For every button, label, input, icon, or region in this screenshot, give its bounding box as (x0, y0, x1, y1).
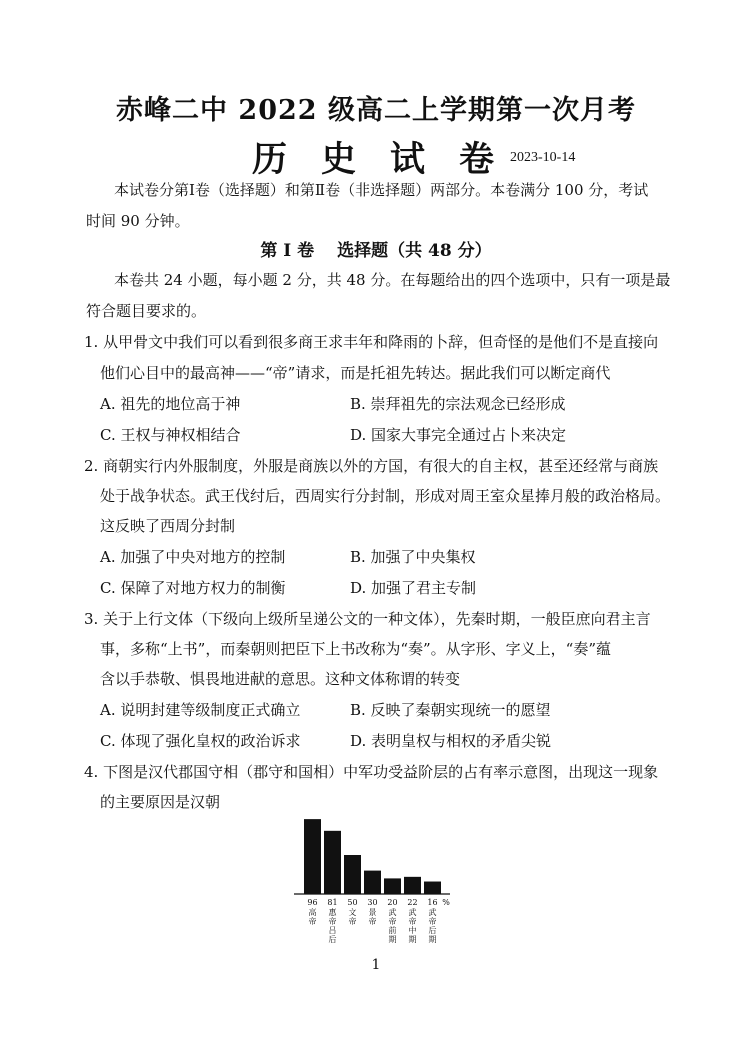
chart-bar (384, 878, 401, 894)
question-1-option-a: A. 祖先的地位高于神 (100, 395, 241, 413)
school-title: 赤峰二中 2022 级高二上学期第一次月考 (116, 95, 636, 126)
chart-category-label: 后 (428, 926, 437, 935)
intro-line-2: 时间 90 分钟。 (86, 212, 190, 230)
chart-category-label: 武 (408, 908, 417, 917)
chart-category-label: 帝 (308, 917, 317, 926)
chart-category-label: 景 (368, 908, 377, 917)
question-4-line-1: 4. 下图是汉代郡国守相（郡守和国相）中军功受益阶层的占有率示意图，出现这一现象 (84, 763, 659, 781)
question-2-line-1: 2. 商朝实行内外服制度，外服是商族以外的方国，有很大的自主权，甚至还经常与商族 (84, 457, 659, 475)
chart-category-label: 期 (408, 935, 417, 944)
chart-category-label: 帝 (328, 917, 337, 926)
chart-category-label: 惠 (328, 908, 337, 917)
question-2-option-c: C. 保障了对地方权力的制衡 (100, 579, 286, 597)
chart-bar (324, 831, 341, 894)
question-1-option-d: D. 国家大事完全通过占卜来决定 (350, 426, 567, 444)
chart-category-label: 后 (328, 935, 337, 944)
question-1-line-2: 他们心目中的最高神——“帝”请求，而是托祖先转达。据此我们可以断定商代 (100, 364, 611, 382)
subject-title: 历史试卷 (252, 139, 529, 180)
chart-value-label: 50 (347, 898, 358, 907)
question-2-option-d: D. 加强了君主专制 (350, 579, 477, 597)
chart-unit-label: % (442, 898, 450, 907)
chart-category-label: 帝 (428, 917, 437, 926)
chart-bar (404, 877, 421, 894)
chart-bar (424, 882, 441, 894)
chart-value-label: 96 (307, 898, 318, 907)
chart-category-label: 帝 (368, 917, 377, 926)
chart-value-label: 22 (407, 898, 418, 907)
section-instruction-2: 符合题目要求的。 (86, 302, 207, 320)
chart-category-label: 中 (408, 926, 417, 935)
chart-value-label: 20 (387, 898, 398, 907)
question-1-option-c: C. 王权与神权相结合 (100, 426, 241, 444)
question-3-option-c: C. 体现了强化皇权的政治诉求 (100, 732, 301, 750)
section-instruction-1: 本卷共 24 小题，每小题 2 分，共 48 分。在每题给出的四个选项中，只有一项是最 (114, 271, 671, 289)
chart-category-label: 前 (388, 926, 397, 935)
chart-bar (364, 871, 381, 894)
chart-category-label: 期 (428, 935, 437, 944)
section-title: 第 Ⅰ 卷 选择题（共 48 分） (260, 241, 492, 261)
chart-category-label: 期 (388, 935, 397, 944)
chart-category-label: 帝 (348, 917, 357, 926)
question-2-line-3: 这反映了西周分封制 (100, 517, 236, 535)
chart-category-label: 文 (348, 908, 357, 917)
chart-value-label: 30 (367, 898, 378, 907)
question-4-line-2: 的主要原因是汉朝 (100, 793, 221, 811)
military-merit-share-bar-chart (290, 808, 460, 968)
chart-category-label: 吕 (328, 926, 337, 935)
question-3-option-a: A. 说明封建等级制度正式确立 (100, 701, 301, 719)
question-2-option-a: A. 加强了中央对地方的控制 (100, 548, 286, 566)
chart-category-label: 高 (308, 908, 317, 917)
chart-category-label: 帝 (408, 917, 417, 926)
question-3-option-d: D. 表明皇权与相权的矛盾尖锐 (350, 732, 552, 750)
question-2-line-2: 处于战争状态。武王伐纣后，西周实行分封制，形成对周王室众星捧月般的政治格局。 (100, 487, 671, 505)
exam-date: 2023-10-14 (510, 150, 576, 165)
chart-category-label: 武 (428, 908, 437, 917)
chart-value-label: 16 (427, 898, 438, 907)
chart-bar (344, 855, 361, 894)
question-3-line-3: 含以手恭敬、惧畏地进献的意思。这种文体称谓的转变 (100, 670, 461, 688)
question-1-line-1: 1. 从甲骨文中我们可以看到很多商王求丰年和降雨的卜辞，但奇怪的是他们不是直接向 (84, 333, 659, 351)
question-3-option-b: B. 反映了秦朝实现统一的愿望 (350, 701, 551, 719)
chart-value-label: 81 (327, 898, 338, 907)
question-2-option-b: B. 加强了中央集权 (350, 548, 476, 566)
question-3-line-2: 事，多称“上书”，而秦朝则把臣下上书改称为“奏”。从字形、字义上，“奏”蕴 (100, 640, 612, 658)
chart-category-label: 帝 (388, 917, 397, 926)
question-1-option-b: B. 崇拜祖先的宗法观念已经形成 (350, 395, 566, 413)
chart-bar (304, 819, 321, 894)
question-3-line-1: 3. 关于上行文体（下级向上级所呈递公文的一种文体），先秦时期，一般臣庶向君主言 (84, 610, 651, 628)
intro-line-1: 本试卷分第Ⅰ卷（选择题）和第Ⅱ卷（非选择题）两部分。本卷满分 100 分，考试 (114, 181, 649, 199)
page-number: 1 (371, 957, 381, 973)
chart-category-label: 武 (388, 908, 397, 917)
